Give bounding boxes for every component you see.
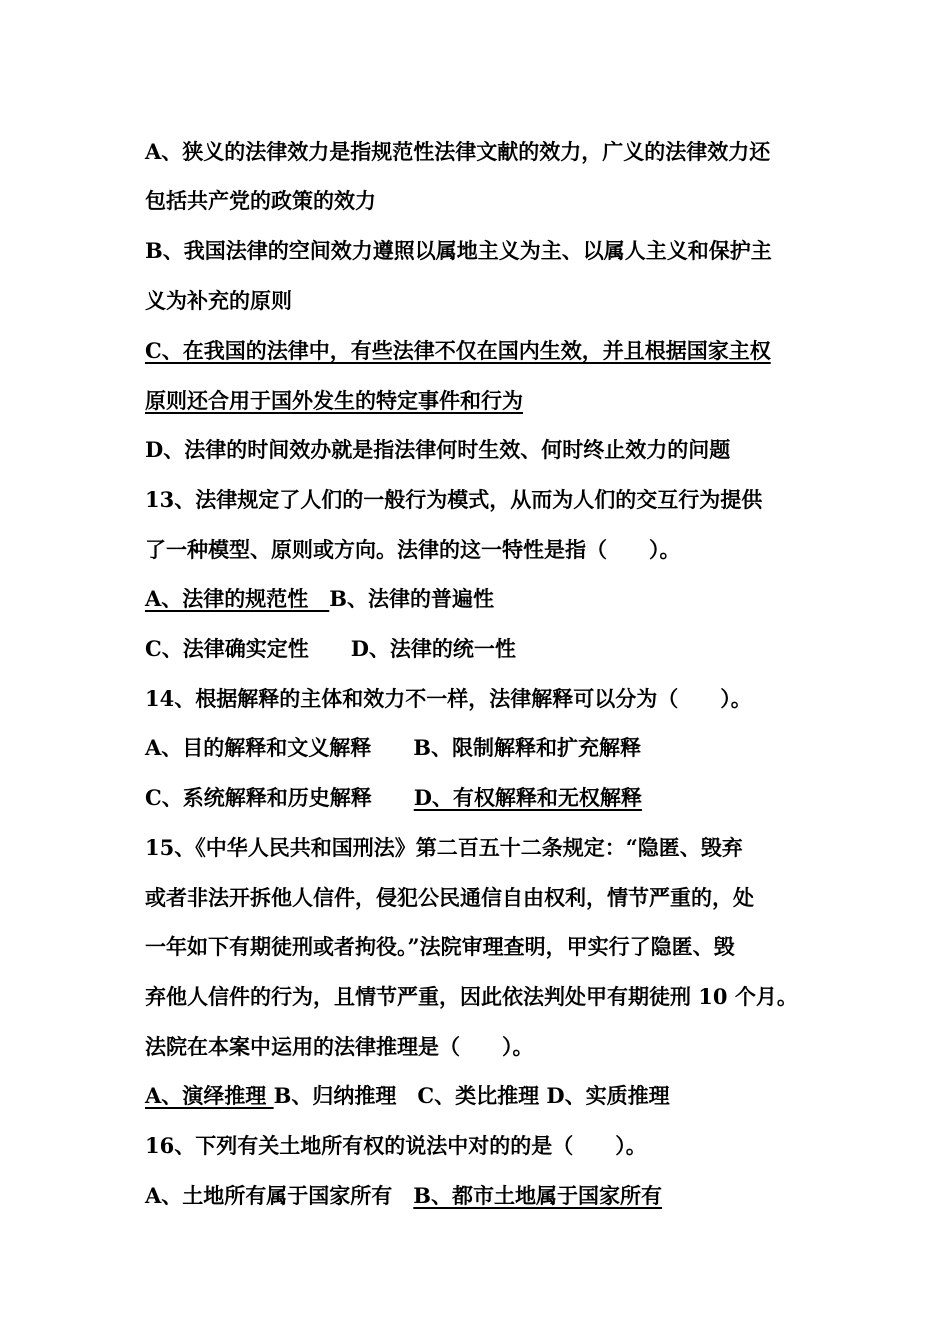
option-12a-line-1: A、狭义的法律效力是指规范性法律文献的效力，广义的法律效力还 xyxy=(145,139,771,164)
option-12c-line-1-answer: C、在我国的法律中，有些法律不仅在国内生效，并且根据国家主权 xyxy=(145,338,771,363)
question-15-line-3: 一年如下有期徒刑或者拘役。”法院审理查明，甲实行了隐匿、毁 xyxy=(145,934,735,959)
question-13-line-2: 了一种模型、原则或方向。法律的这一特性是指（ ）。 xyxy=(145,537,681,562)
question-13-line-1: 13、法律规定了人们的一般行为模式，从而为人们的交互行为提供 xyxy=(145,487,763,512)
options-16-ab xyxy=(145,1181,845,1211)
option-15a-answer: A、演绎推理 xyxy=(145,1083,274,1108)
option-12d: D、法律的时间效办就是指法律何时生效、何时终止效力的问题 xyxy=(145,437,731,462)
option-12c-line-2-answer: 原则还合用于国外发生的特定事件和行为 xyxy=(145,388,523,413)
question-15-line-4: 弃他人信件的行为，且情节严重，因此依法判处甲有期徒刑 10 个月。 xyxy=(145,984,798,1009)
options-15 xyxy=(145,1081,845,1111)
options-13-ab xyxy=(145,584,845,614)
option-12b-line-1: B、我国法律的空间效力遵照以属地主义为主、以属人主义和保护主 xyxy=(145,238,772,263)
option-13a-answer: A、法律的规范性 xyxy=(145,586,330,611)
options-13-cd: C、法律确实定性 D、法律的统一性 xyxy=(145,636,516,661)
option-12b-line-2: 义为补充的原则 xyxy=(145,288,292,313)
option-14c: C、系统解释和历史解释 xyxy=(145,785,414,810)
option-16b-answer: B、都市土地属于国家所有 xyxy=(413,1183,663,1208)
options-14-ab: A、目的解释和文义解释 B、限制解释和扩充解释 xyxy=(145,735,642,760)
option-16a: A、土地所有属于国家所有 xyxy=(145,1183,414,1208)
option-14d-answer: D、有权解释和无权解释 xyxy=(413,785,642,810)
question-15-line-1: 15、《中华人民共和国刑法》第二百五十二条规定：“隐匿、毁弃 xyxy=(145,835,743,860)
option-13b: B、法律的普遍性 xyxy=(329,586,495,611)
question-16: 16、下列有关土地所有权的说法中对的的是（ ）。 xyxy=(145,1133,647,1158)
question-14: 14、根据解释的主体和效力不一样，法律解释可以分为（ ）。 xyxy=(145,686,752,711)
options-14-cd xyxy=(145,783,845,813)
question-15-line-2: 或者非法开拆他人信件，侵犯公民通信自由权利，情节严重的，处 xyxy=(145,885,754,910)
options-15-bcd: B、归纳推理 C、类比推理 D、实质推理 xyxy=(273,1083,670,1108)
option-12a-line-2: 包括共产党的政策的效力 xyxy=(145,188,376,213)
question-15-line-5: 法院在本案中运用的法律推理是（ ）。 xyxy=(145,1034,534,1059)
